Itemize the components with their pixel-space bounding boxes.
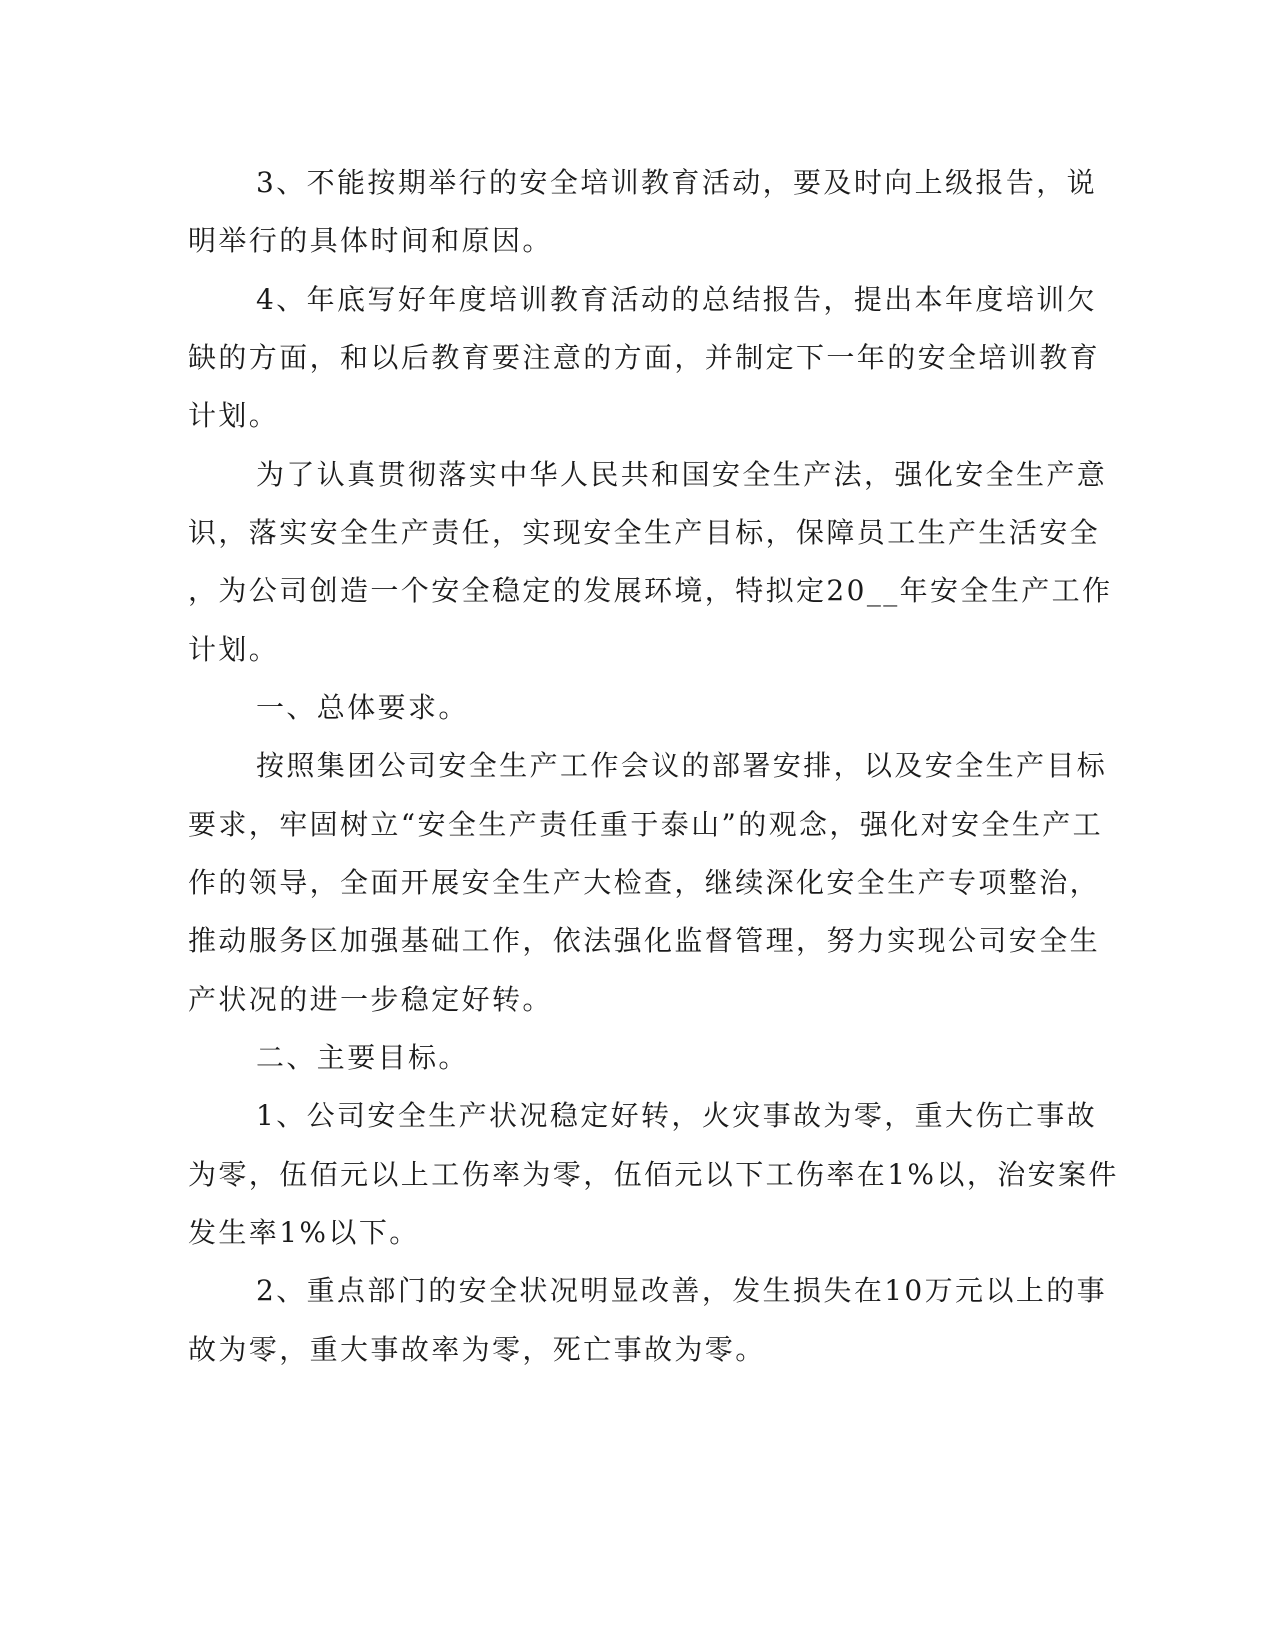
text-line: 发生率1%以下。 — [188, 1216, 420, 1249]
text-line: 4、年底写好年度培训教育活动的总结报告，提出本年度培训欠 — [256, 283, 1098, 316]
text-line: 2、重点部门的安全状况明显改善，发生损失在10万元以上的事 — [256, 1274, 1108, 1307]
text-line: 识，落实安全生产责任，实现安全生产目标，保障员工生产生活安全 — [188, 516, 1101, 549]
text-line: 推动服务区加强基础工作，依法强化监督管理，努力实现公司安全生 — [188, 924, 1101, 957]
text-line: ，为公司创造一个安全稳定的发展环境，特拟定20__年安全生产工作 — [188, 574, 1113, 607]
text-line: 产状况的进一步稳定好转。 — [188, 983, 553, 1016]
text-line: 为零，伍佰元以上工伤率为零，伍佰元以下工伤率在1%以，治安案件 — [188, 1158, 1119, 1191]
text-line: 计划。 — [188, 399, 280, 432]
text-line: 要求，牢固树立“安全生产责任重于泰山”的观念，强化对安全生产工 — [188, 808, 1104, 841]
text-line: 1、公司安全生产状况稳定好转，火灾事故为零，重大伤亡事故 — [256, 1099, 1098, 1132]
section-heading: 二、主要目标。 — [256, 1041, 469, 1074]
text-line: 明举行的具体时间和原因。 — [188, 224, 553, 257]
section-heading: 一、总体要求。 — [256, 691, 469, 724]
text-line: 缺的方面，和以后教育要注意的方面，并制定下一年的安全培训教育 — [188, 341, 1101, 374]
text-line: 计划。 — [188, 633, 280, 666]
text-line: 3、不能按期举行的安全培训教育活动，要及时向上级报告，说 — [256, 166, 1098, 199]
text-line: 作的领导，全面开展安全生产大检查，继续深化安全生产专项整治， — [188, 866, 1101, 899]
text-line: 按照集团公司安全生产工作会议的部署安排，以及安全生产目标 — [256, 749, 1108, 782]
text-line: 故为零，重大事故率为零，死亡事故为零。 — [188, 1333, 766, 1366]
text-line: 为了认真贯彻落实中华人民共和国安全生产法，强化安全生产意 — [256, 458, 1108, 491]
